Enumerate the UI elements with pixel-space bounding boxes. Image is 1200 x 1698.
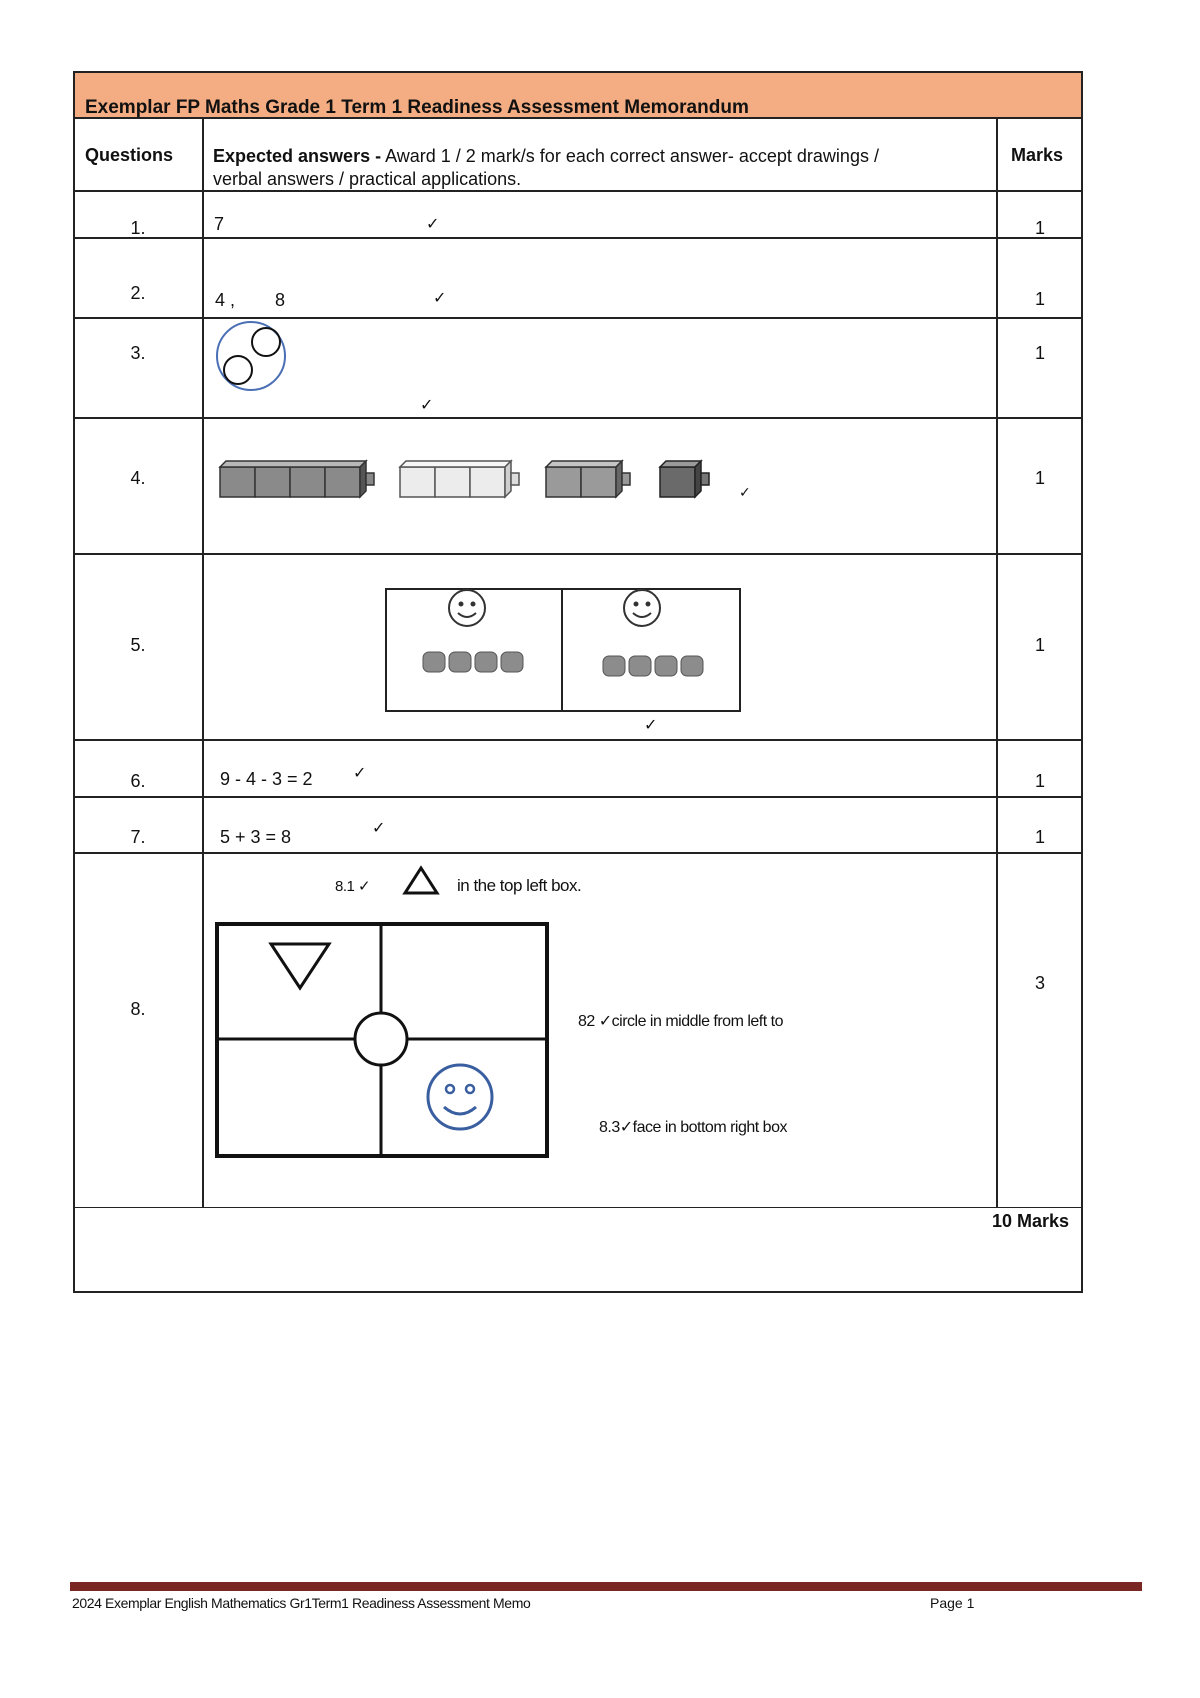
note-8-1-text: in the top left box.: [457, 876, 582, 895]
page-title: Exemplar FP Maths Grade 1 Term 1 Readiness Assessment Memorandum: [85, 97, 749, 118]
marks-value: 1: [1034, 827, 1045, 847]
question-number: 7.: [130, 827, 146, 847]
triangle-icon: [401, 865, 441, 897]
cube-train-3: [400, 461, 519, 497]
smiley-face-icon: [449, 590, 485, 626]
answer-text: 5 + 3 = 8: [220, 827, 292, 847]
header-expected-line2: verbal answers / practical applications.: [213, 169, 522, 189]
tick-mark: ✓: [739, 484, 751, 500]
tick-mark: ✓: [372, 820, 386, 837]
note-8-1-label: 8.1 ✓: [335, 878, 371, 895]
marks-value: 1: [1034, 343, 1045, 363]
answer-text: 4 ,: [215, 290, 236, 310]
header-questions: Questions: [85, 145, 174, 165]
tick-mark: ✓: [644, 717, 658, 734]
answer-text: 7: [214, 214, 225, 234]
sharing-boxes-drawing: [385, 588, 741, 712]
four-box-grid-drawing: [215, 922, 551, 1162]
smiley-face-icon: [624, 590, 660, 626]
marks-value: 1: [1034, 635, 1045, 655]
row-divider: [73, 852, 1083, 854]
question-number: 1.: [130, 218, 146, 238]
row-divider: [73, 317, 1083, 319]
footer-page-number: Page 1: [930, 1595, 975, 1611]
memorandum-table: [73, 71, 1083, 1293]
column-divider: [202, 118, 204, 1208]
cube-train-2: [546, 461, 630, 497]
row-divider: [73, 553, 1083, 555]
smiley-face-icon: [428, 1065, 492, 1129]
answer-text: 8: [275, 290, 286, 310]
header-expected: [213, 145, 993, 191]
marks-value: 1: [1034, 771, 1045, 791]
row-divider: [73, 417, 1083, 419]
note-8-2-text: 82 ✓circle in middle from left to: [578, 1013, 783, 1030]
marks-value: 1: [1034, 289, 1045, 309]
title-bar: [73, 71, 1083, 119]
tick-mark: ✓: [420, 397, 434, 414]
tick-mark: ✓: [426, 216, 440, 233]
row-divider: [73, 237, 1083, 239]
header-expected-bold: Expected answers -: [213, 146, 382, 166]
marks-value: 1: [1034, 218, 1045, 238]
question-number: 3.: [130, 343, 146, 363]
tick-mark: ✓: [433, 290, 447, 307]
question-number: 2.: [130, 283, 146, 303]
row-divider: [73, 1207, 1083, 1208]
question-number: 5.: [130, 635, 146, 655]
cube-train-4: [220, 461, 374, 497]
total-marks: 10 Marks: [991, 1211, 1069, 1231]
answer-text: 9 - 4 - 3 = 2: [220, 769, 313, 789]
footer-document-title: 2024 Exemplar English Mathematics Gr1Term1 Readiness Assessment Memo: [72, 1595, 531, 1611]
tick-mark: ✓: [353, 765, 367, 782]
header-marks: Marks: [1011, 145, 1064, 165]
unit-cubes-drawing: [220, 461, 700, 501]
note-8-3-text: 8.3✓face in bottom right box: [599, 1119, 787, 1136]
marks-value: 1: [1034, 468, 1045, 488]
question-number: 4.: [130, 468, 146, 488]
row-divider: [73, 796, 1083, 798]
circled-pair-drawing: [216, 321, 296, 401]
column-divider: [996, 118, 998, 1208]
marks-value: 3: [1034, 973, 1045, 993]
middle-circle-icon: [355, 1013, 407, 1065]
footer-bar: [70, 1582, 1142, 1591]
question-number: 6.: [130, 771, 146, 791]
row-divider: [73, 739, 1083, 741]
header-expected-rest: Award 1 / 2 mark/s for each correct answer- accept drawings /: [381, 146, 879, 166]
question-number: 8.: [130, 999, 146, 1019]
